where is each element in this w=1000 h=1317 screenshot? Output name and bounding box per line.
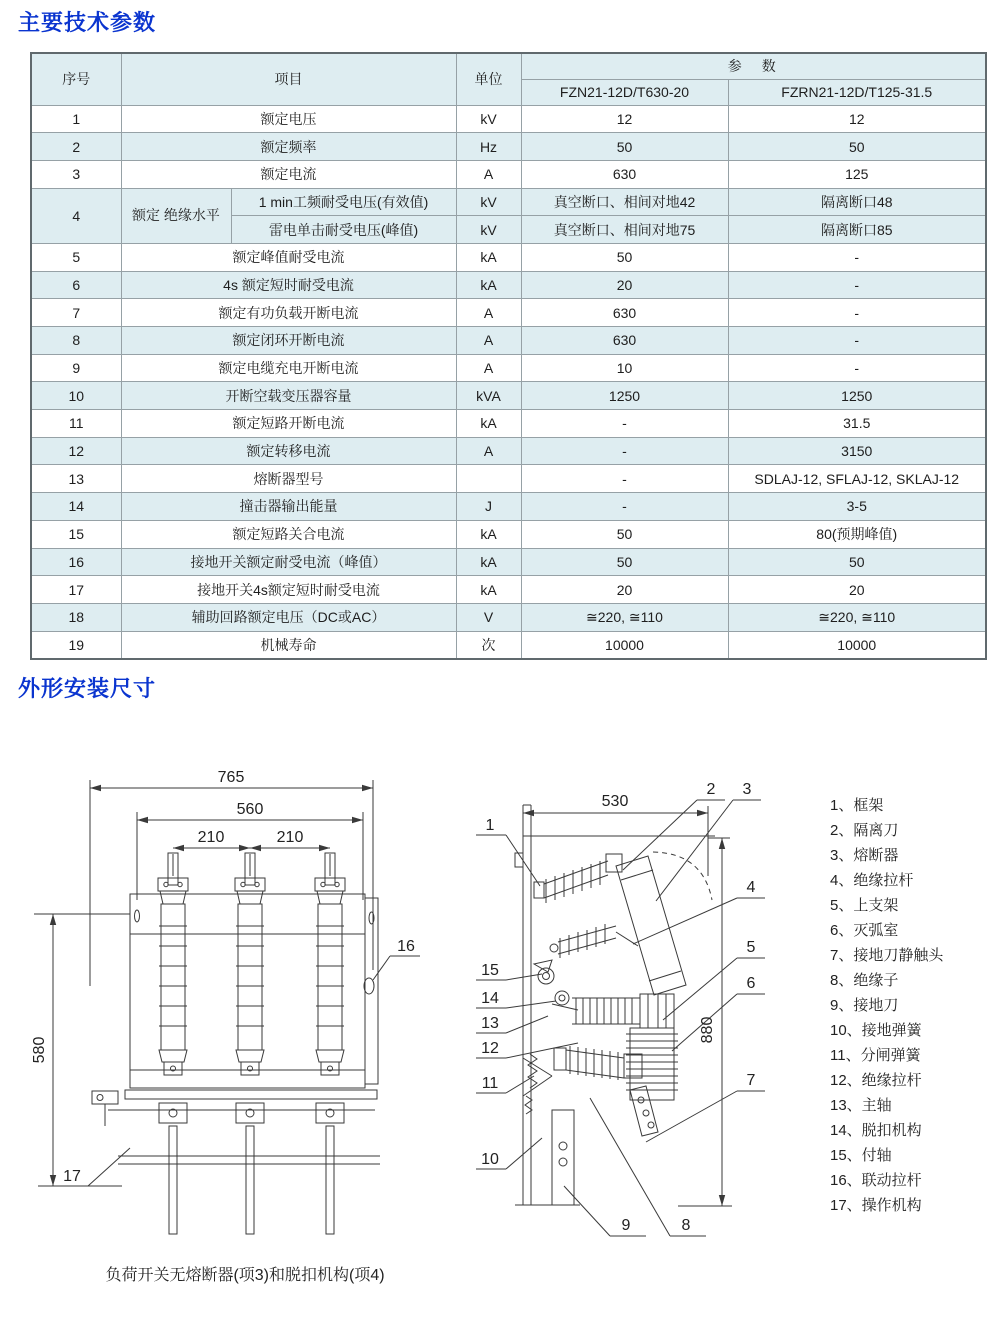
cell-item: 额定闭环开断电流: [121, 327, 456, 355]
cell-no: 14: [31, 493, 121, 521]
cell-v1: 1250: [521, 382, 728, 410]
cell-no: 4: [31, 188, 121, 243]
cell-item: 额定有功负载开断电流: [121, 299, 456, 327]
cell-no: 16: [31, 548, 121, 576]
cell-no: 19: [31, 631, 121, 659]
cell-no: 6: [31, 271, 121, 299]
cell-v1: 20: [521, 271, 728, 299]
cell-unit: A: [456, 437, 521, 465]
params-table-body: [31, 105, 986, 659]
cell-unit: V: [456, 603, 521, 631]
cell-no: 12: [31, 437, 121, 465]
cell-item: 额定短路开断电流: [121, 410, 456, 438]
legend-item: 15、付轴: [830, 1147, 892, 1164]
cell-no: 18: [31, 603, 121, 631]
cell-v2: 1250: [728, 382, 986, 410]
table-row: [31, 520, 986, 548]
cell-v2: 31.5: [728, 410, 986, 438]
table-row: [31, 188, 986, 216]
header-item: 项目: [121, 53, 456, 105]
cell-v1: ≅220, ≅110: [521, 603, 728, 631]
callout-9: 9: [621, 1217, 631, 1234]
cell-unit: kV: [456, 188, 521, 216]
cell-no: 9: [31, 354, 121, 382]
cell-v1: -: [521, 465, 728, 493]
cell-unit: kA: [456, 548, 521, 576]
legend-item: 12、绝缘拉杆: [830, 1072, 922, 1089]
cell-item: 撞击器输出能量: [121, 493, 456, 521]
header-model-2: FZRN21-12D/T125-31.5: [728, 79, 986, 105]
section-title-dimensions: 外形安装尺寸: [18, 676, 157, 701]
cell-item: 额定电压: [121, 105, 456, 133]
cell-unit: kA: [456, 576, 521, 604]
legend-item: 8、绝缘子: [830, 972, 899, 989]
cell-item: 额定转移电流: [121, 437, 456, 465]
cell-no: 17: [31, 576, 121, 604]
cell-v2: SDLAJ-12, SFLAJ-12, SKLAJ-12: [728, 465, 986, 493]
legend-item: 3、熔断器: [830, 847, 899, 864]
front-view-drawing: [30, 758, 450, 1263]
legend-item: 10、接地弹簧: [830, 1022, 922, 1039]
legend-item: 14、脱扣机构: [830, 1122, 922, 1139]
cell-v2: 12: [728, 105, 986, 133]
cell-v2: ≅220, ≅110: [728, 603, 986, 631]
dim-height-label: 580: [31, 1036, 48, 1064]
cell-v2: 20: [728, 576, 986, 604]
cell-unit: J: [456, 493, 521, 521]
cell-v1: 50: [521, 133, 728, 161]
cell-no: 7: [31, 299, 121, 327]
cell-v2: 10000: [728, 631, 986, 659]
callout-6: 6: [746, 975, 756, 992]
callout-7: 7: [746, 1072, 756, 1089]
cell-v1: 真空断口、相间对地75: [521, 216, 728, 244]
legend-item: 5、上支架: [830, 897, 899, 914]
cell-v2: -: [728, 271, 986, 299]
dim-total-width-label: 765: [217, 769, 245, 786]
callout-16: 16: [397, 938, 415, 955]
cell-unit: kA: [456, 410, 521, 438]
callout-14: 14: [481, 990, 499, 1007]
callout-2: 2: [706, 781, 716, 798]
cell-no: 8: [31, 327, 121, 355]
cell-v2: 50: [728, 548, 986, 576]
cell-v2: -: [728, 243, 986, 271]
legend-item: 17、操作机构: [830, 1197, 922, 1214]
header-row-1: [31, 53, 986, 79]
table-row: [31, 299, 986, 327]
table-row: [31, 133, 986, 161]
cell-v2: 80(预期峰值): [728, 520, 986, 548]
cell-v1: 50: [521, 548, 728, 576]
cell-item: 4s 额定短时耐受电流: [121, 271, 456, 299]
cell-v2: 3150: [728, 437, 986, 465]
table-row: [31, 243, 986, 271]
header-params: 参 数: [521, 53, 986, 79]
callout-12: 12: [481, 1040, 499, 1057]
cell-v2: 50: [728, 133, 986, 161]
callout-4: 4: [746, 879, 756, 896]
legend-item: 2、隔离刀: [830, 822, 899, 839]
cell-unit: A: [456, 160, 521, 188]
table-row: [31, 410, 986, 438]
cell-v1: 630: [521, 160, 728, 188]
cell-v1: 10000: [521, 631, 728, 659]
cell-item: 额定电缆充电开断电流: [121, 354, 456, 382]
cell-item: 额定峰值耐受电流: [121, 243, 456, 271]
dim-side-width-label: 530: [601, 793, 629, 810]
table-header: [31, 53, 986, 105]
cell-item-group: 额定 绝缘水平: [121, 188, 231, 243]
cell-no: 13: [31, 465, 121, 493]
table-row: [31, 465, 986, 493]
legend-item: 16、联动拉杆: [830, 1172, 922, 1189]
table-row: [31, 105, 986, 133]
cell-v1: 50: [521, 520, 728, 548]
legend-item: 4、绝缘拉杆: [830, 872, 914, 889]
header-unit: 单位: [456, 53, 521, 105]
cell-v1: -: [521, 493, 728, 521]
table-row: [31, 603, 986, 631]
cell-unit: [456, 465, 521, 493]
cell-no: 11: [31, 410, 121, 438]
cell-no: 15: [31, 520, 121, 548]
cell-item: 接地开关4s额定短时耐受电流: [121, 576, 456, 604]
callout-13: 13: [481, 1015, 499, 1032]
cell-item: 辅助回路额定电压（DC或AC）: [121, 603, 456, 631]
cell-v1: 630: [521, 327, 728, 355]
table-row: [31, 271, 986, 299]
parameters-table: [30, 52, 987, 660]
cell-unit: kA: [456, 243, 521, 271]
callout-10: 10: [481, 1151, 499, 1168]
legend-item: 11、分闸弹簧: [830, 1047, 921, 1064]
dim-pitch2-label: 210: [276, 829, 304, 846]
cell-v2: 隔离断口85: [728, 216, 986, 244]
callout-17: 17: [63, 1168, 81, 1185]
table-row: [31, 327, 986, 355]
cell-v1: 真空断口、相间对地42: [521, 188, 728, 216]
legend-item: 13、主轴: [830, 1097, 892, 1114]
table-row: [31, 576, 986, 604]
legend-item: 7、接地刀静触头: [830, 947, 944, 964]
callout-1: 1: [485, 817, 495, 834]
section-title-parameters: 主要技术参数: [18, 10, 157, 35]
cell-no: 2: [31, 133, 121, 161]
table-row: [31, 631, 986, 659]
cell-v1: 12: [521, 105, 728, 133]
cell-unit: A: [456, 299, 521, 327]
dim-pitch1-label: 210: [197, 829, 225, 846]
callout-8: 8: [681, 1217, 691, 1234]
side-view-drawing: [460, 758, 810, 1263]
cell-item: 接地开关额定耐受电流（峰值）: [121, 548, 456, 576]
cell-v2: 125: [728, 160, 986, 188]
cell-item: 额定频率: [121, 133, 456, 161]
cell-no: 1: [31, 105, 121, 133]
callout-3: 3: [742, 781, 752, 798]
dim-inner-width-label: 560: [236, 801, 264, 818]
legend-list: [830, 793, 943, 1218]
cell-v1: 10: [521, 354, 728, 382]
cell-v1: 50: [521, 243, 728, 271]
cell-v1: 630: [521, 299, 728, 327]
cell-v2: 隔离断口48: [728, 188, 986, 216]
table-row: [31, 493, 986, 521]
cell-v2: 3-5: [728, 493, 986, 521]
cell-item: 开断空载变压器容量: [121, 382, 456, 410]
cell-v1: 20: [521, 576, 728, 604]
cell-unit: kV: [456, 216, 521, 244]
cell-unit: kA: [456, 520, 521, 548]
cell-item: 机械寿命: [121, 631, 456, 659]
cell-v2: -: [728, 327, 986, 355]
cell-item-sub: 1 min工频耐受电压(有效值): [231, 188, 456, 216]
table-row: [31, 354, 986, 382]
cell-item: 额定短路关合电流: [121, 520, 456, 548]
cell-unit: A: [456, 327, 521, 355]
cell-unit: A: [456, 354, 521, 382]
dim-side-height-label: 880: [699, 1016, 716, 1044]
cell-unit: 次: [456, 631, 521, 659]
cell-no: 5: [31, 243, 121, 271]
cell-item: 熔断器型号: [121, 465, 456, 493]
cell-v1: -: [521, 410, 728, 438]
cell-item-sub: 雷电单击耐受电压(峰值): [231, 216, 456, 244]
callout-11: 11: [481, 1075, 499, 1092]
cell-unit: Hz: [456, 133, 521, 161]
cell-unit: kVA: [456, 382, 521, 410]
cell-no: 3: [31, 160, 121, 188]
table-row: [31, 382, 986, 410]
table-row: [31, 548, 986, 576]
header-no: 序号: [31, 53, 121, 105]
header-model-1: FZN21-12D/T630-20: [521, 79, 728, 105]
callout-15: 15: [481, 962, 499, 979]
figure-caption: 负荷开关无熔断器(项3)和脱扣机构(项4): [105, 1267, 385, 1284]
cell-item: 额定电流: [121, 160, 456, 188]
cell-v1: -: [521, 437, 728, 465]
legend-item: 1、框架: [830, 797, 884, 814]
cell-v2: -: [728, 299, 986, 327]
table-row: [31, 437, 986, 465]
cell-v2: -: [728, 354, 986, 382]
cell-no: 10: [31, 382, 121, 410]
legend-item: 9、接地刀: [830, 997, 899, 1014]
legend-item: 6、灭弧室: [830, 922, 899, 939]
table-row: [31, 160, 986, 188]
callout-5: 5: [746, 939, 756, 956]
cell-unit: kV: [456, 105, 521, 133]
cell-unit: kA: [456, 271, 521, 299]
